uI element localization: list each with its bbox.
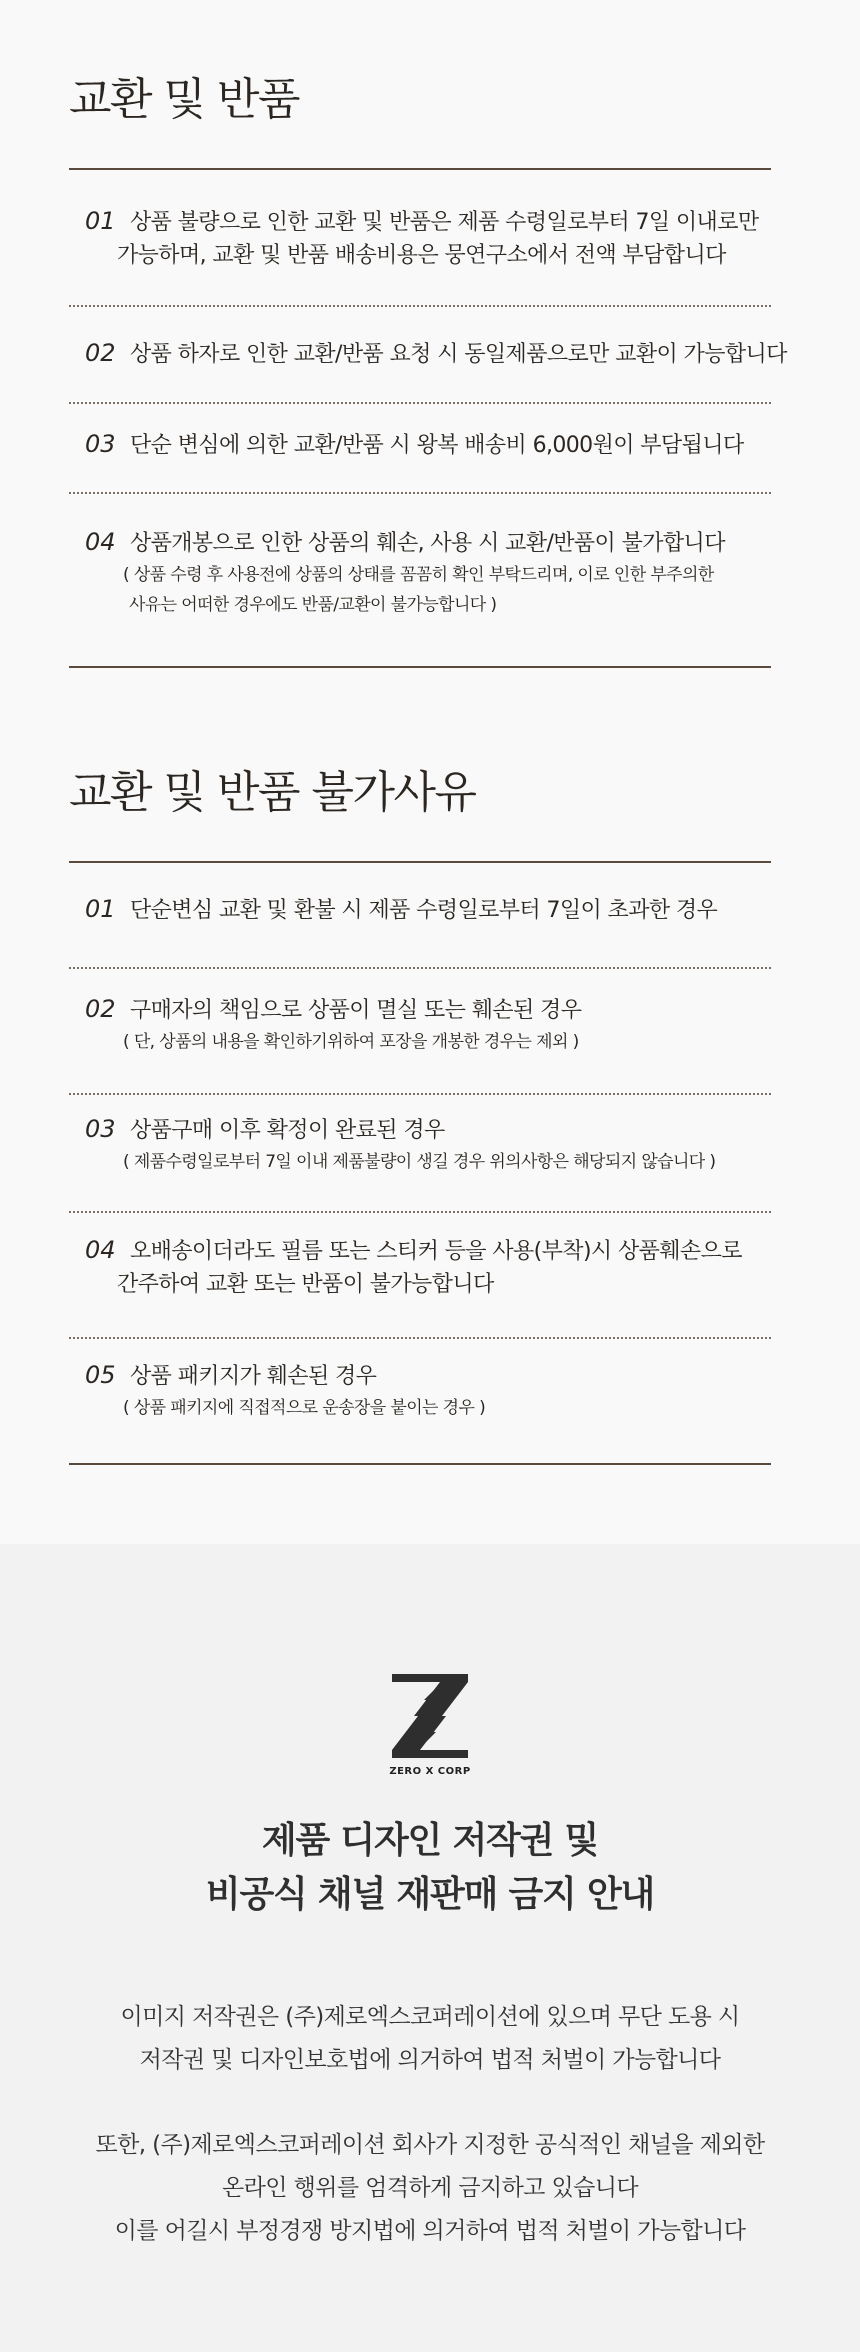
item-number: 03: [85, 1115, 116, 1143]
divider: [69, 967, 771, 969]
restriction-item-5: [69, 1359, 771, 1423]
notice-title-line: 제품 디자인 저작권 및: [261, 1820, 599, 1861]
item-text: 오배송이더라도 필름 또는 스티커 등을 사용(부착)시 상품훼손으로: [129, 1239, 742, 1264]
notice-line: 온라인 행위를 엄격하게 금지하고 있습니다: [222, 2175, 638, 2201]
item-text: 상품 불량으로 인한 교환 및 반품은 제품 수령일로부터 7일 이내로만: [129, 210, 759, 235]
restriction-item-4: [69, 1234, 771, 1301]
notice-title: [0, 1814, 860, 1922]
exchange-item-3: [69, 428, 771, 462]
item-note: ( 제품수령일로부터 7일 이내 제품불량이 생길 경우 위의사항은 해당되지 않습니다 ): [123, 1152, 716, 1172]
restriction-section: [69, 763, 771, 1483]
section-top-rule: [69, 168, 771, 170]
item-number: 02: [85, 339, 116, 367]
item-text: 단순변심 교환 및 환불 시 제품 수령일로부터 7일이 초과한 경우: [129, 898, 718, 923]
item-text-continued: 가능하며, 교환 및 반품 배송비용은 뭉연구소에서 전액 부담합니다: [117, 243, 726, 268]
logo-wordmark: ZERO X CORP: [389, 1766, 471, 1777]
item-number: 04: [85, 1236, 116, 1264]
item-number: 03: [85, 430, 116, 458]
restriction-item-3: [69, 1113, 771, 1177]
item-number: 02: [85, 995, 116, 1023]
item-text-continued: 간주하여 교환 또는 반품이 불가능합니다: [117, 1272, 494, 1297]
notice-paragraph-1: [0, 1996, 860, 2082]
item-number: 05: [85, 1361, 116, 1389]
item-note-continued: 사유는 어떠한 경우에도 반품/교환이 불가능합니다 ): [129, 595, 497, 615]
restriction-item-2: [69, 993, 771, 1057]
exchange-item-1: [69, 205, 771, 272]
divider: [69, 1337, 771, 1339]
exchange-title: 교환 및 반품: [69, 74, 299, 125]
item-text: 상품구매 이후 확정이 완료된 경우: [129, 1118, 445, 1143]
section-bottom-rule: [69, 1463, 771, 1465]
divider: [69, 305, 771, 307]
notice-paragraph-2: [0, 2124, 860, 2253]
item-number: 01: [85, 207, 116, 235]
zero-x-logo-icon: [392, 1674, 468, 1758]
item-text: 상품개봉으로 인한 상품의 훼손, 사용 시 교환/반품이 불가합니다: [129, 531, 725, 556]
divider: [69, 492, 771, 494]
divider: [69, 1211, 771, 1213]
item-text: 상품 하자로 인한 교환/반품 요청 시 동일제품으로만 교환이 가능합니다: [129, 342, 787, 367]
item-note: ( 상품 패키지에 직접적으로 운송장을 붙이는 경우 ): [123, 1398, 486, 1418]
copyright-notice: [0, 1544, 860, 2352]
exchange-item-2: [69, 337, 787, 371]
restriction-item-1: [69, 893, 771, 927]
item-text: 구매자의 책임으로 상품이 멸실 또는 훼손된 경우: [129, 998, 582, 1023]
item-number: 01: [85, 895, 116, 923]
notice-line: 이미지 저작권은 (주)제로엑스코퍼레이션에 있으며 무단 도용 시: [120, 2004, 740, 2030]
section-top-rule: [69, 861, 771, 863]
item-note: ( 단, 상품의 내용을 확인하기위하여 포장을 개봉한 경우는 제외 ): [123, 1032, 579, 1052]
divider: [69, 402, 771, 404]
item-text: 단순 변심에 의한 교환/반품 시 왕복 배송비 6,000원이 부담됩니다: [129, 433, 744, 458]
exchange-item-4: [69, 526, 771, 620]
brand-logo: [0, 1674, 860, 1777]
item-number: 04: [85, 528, 116, 556]
divider: [69, 1093, 771, 1095]
notice-line: 또한, (주)제로엑스코퍼레이션 회사가 지정한 공식적인 채널을 제외한: [95, 2132, 765, 2158]
section-bottom-rule: [69, 666, 771, 668]
restriction-title: 교환 및 반품 불가사유: [69, 767, 476, 818]
exchange-section: [69, 70, 787, 670]
notice-line: 저작권 및 디자인보호법에 의거하여 법적 처벌이 가능합니다: [139, 2047, 721, 2073]
notice-title-line: 비공식 채널 재판매 금지 안내: [205, 1874, 655, 1915]
item-text: 상품 패키지가 훼손된 경우: [129, 1364, 377, 1389]
notice-line: 이를 어길시 부정경쟁 방지법에 의거하여 법적 처벌이 가능합니다: [114, 2218, 746, 2244]
item-note: ( 상품 수령 후 사용전에 상품의 상태를 꼼꼼히 확인 부탁드리며, 이로 인한 부주의한: [123, 565, 714, 585]
